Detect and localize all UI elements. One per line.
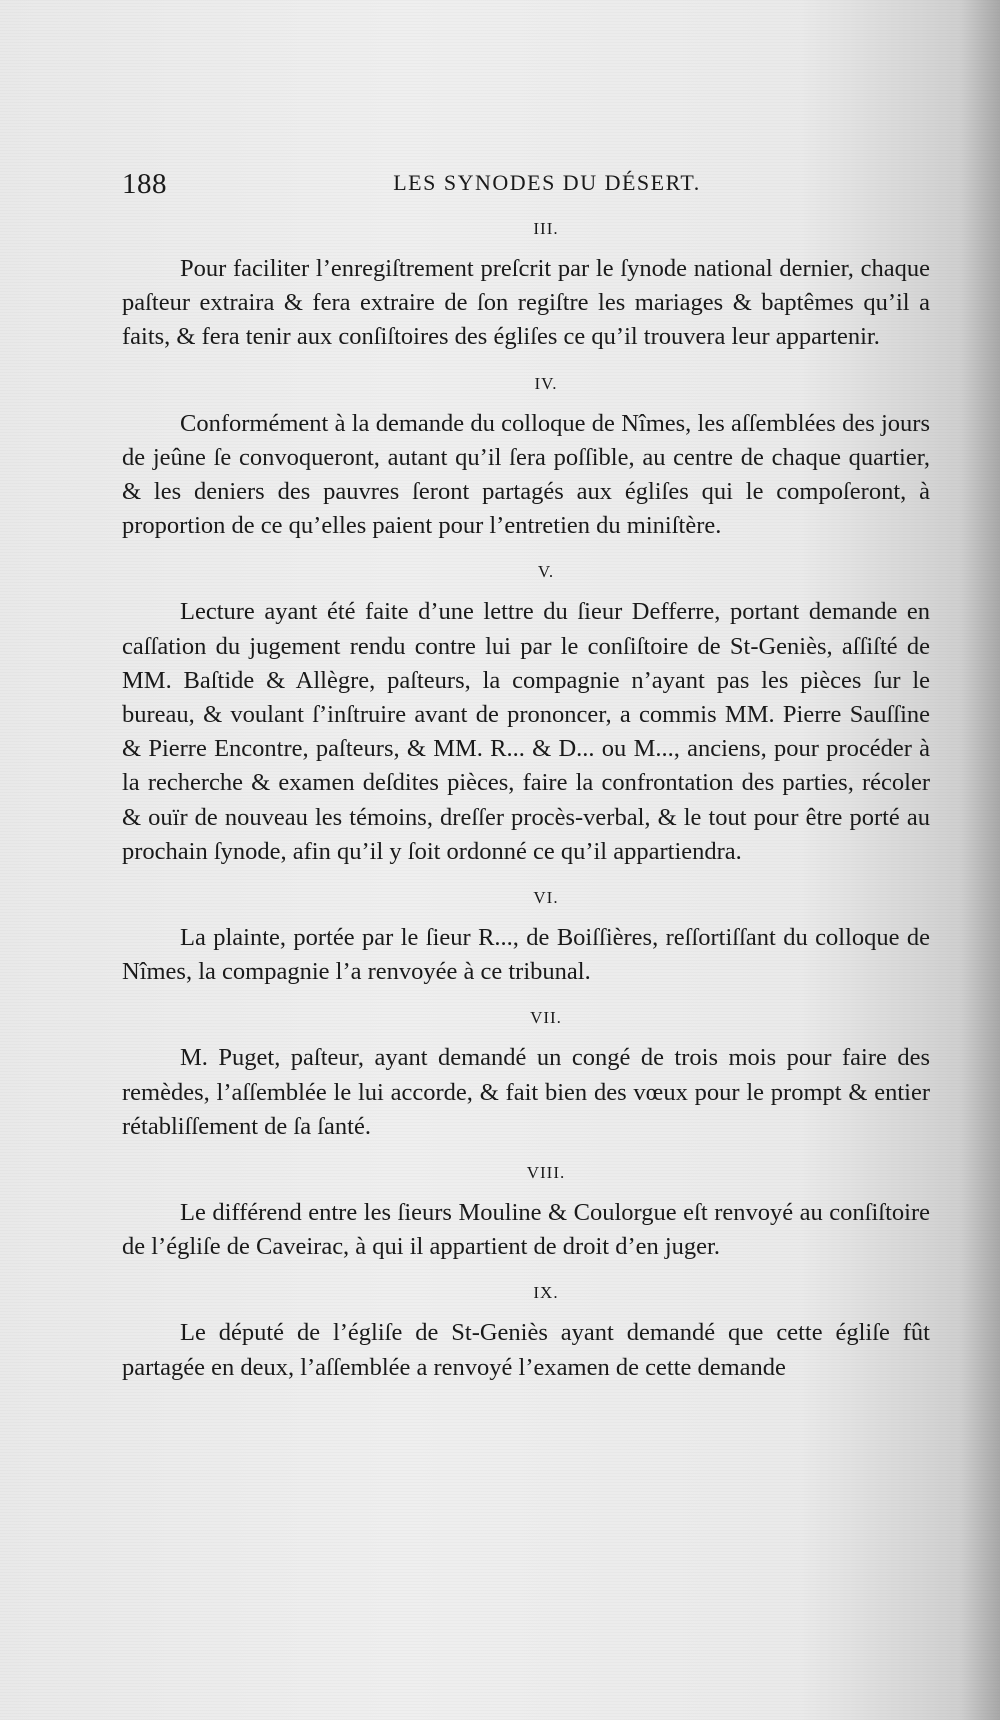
article-paragraph: Lecture ayant été faite d’une lettre du ſieur Defferre, portant demande en caſſation du jugement rendu contre lui par le conſiſtoire de St-Geniès, aſſiſté de MM. Baſtide & Allègre, paſteurs, la compagnie n’ayant pas les pièces ſur le bureau, & voulant ſ’inſtruire avant de prononcer, a commis MM. Pierre Sauſſine & Pierre Encontre, paſteurs, & MM. R... & D... ou M..., anciens, pour procéder à la recherche & examen deſdites pièces, faire la confrontation des parties, récoler & ouïr de nouveau les témoins, dreſſer procès-verbal, & le tout pour être porté au prochain ſynode, afin qu’il y ſoit ordonné ce qu’il appartiendra.	[122, 598, 930, 865]
article-numeral: VI.	[533, 888, 559, 908]
article-7	[122, 1007, 930, 1144]
article-numeral: III.	[533, 219, 559, 238]
article-paragraph: La plainte, portée par le ſieur R..., de Boiſſières, reſſortiſſant du colloque de Nîmes, la compagnie l’a renvoyée à ce tribunal.	[122, 924, 930, 986]
running-head	[122, 168, 932, 208]
article-paragraph: Conformément à la demande du colloque de Nîmes, les aſſemblées des jours de jeûne ſe convoqueront, autant qu’il ſera poſſible, au centre de chaque quartier, & les deniers des pauvres ſeront partagés aux égliſes qui le compoſeront, à proportion de ce qu’elles paient pour l’entretien du miniſtère.	[122, 409, 930, 540]
article-4	[122, 373, 930, 544]
article-3	[122, 218, 930, 355]
running-title: LES SYNODES DU DÉSERT.	[393, 170, 701, 195]
article-paragraph: Pour faciliter l’enregiſtrement preſcrit par le ſynode national dernier, chaque paſteur extraira & fera extraire de ſon regiſtre les mariages & baptêmes qu’il a faits, & fera tenir aux conſiſtoires des égliſes ce qu’il trouvera leur appartenir.	[122, 255, 930, 351]
article-8	[122, 1162, 930, 1264]
article-9	[122, 1282, 930, 1384]
article-numeral: VII.	[530, 1008, 562, 1028]
article-paragraph: M. Puget, paſteur, ayant demandé un congé de trois mois pour faire des remèdes, l’aſſemblée le lui accorde, & fait bien des vœux pour le prompt & entier rétabliſſement de ſa ſanté.	[122, 1044, 930, 1140]
article-6	[122, 887, 930, 989]
article-numeral: V.	[537, 562, 555, 582]
article-numeral: VIII.	[526, 1163, 566, 1183]
article-numeral: IV.	[534, 373, 558, 393]
article-5	[122, 561, 930, 869]
article-numeral: IX.	[533, 1283, 559, 1303]
article-paragraph: Le différend entre les ſieurs Mouline & Coulorgue eſt renvoyé au conſiſtoire de l’égliſe de Caveirac, à qui il appartient de droit d’en juger.	[122, 1199, 930, 1261]
page-number: 188	[122, 168, 167, 200]
article-paragraph: Le député de l’égliſe de St-Geniès ayant demandé que cette égliſe fût partagée en deux, l’aſſemblée a renvoyé l’examen de cette demande	[122, 1319, 930, 1381]
body-text	[122, 218, 930, 1403]
